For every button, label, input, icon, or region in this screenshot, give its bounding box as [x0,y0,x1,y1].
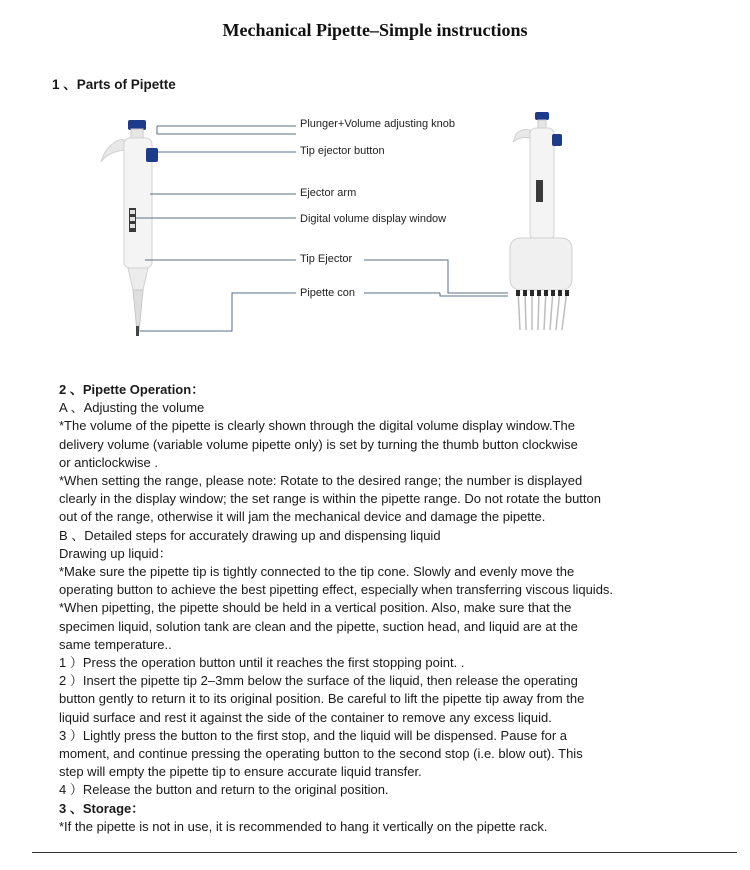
body-line: step will empty the pipette tip to ensure accurate liquid transfer. [59,764,422,780]
instructions-body [59,381,709,836]
body-line: or anticlockwise . [59,454,158,470]
body-line: clearly in the display window; the set range is within the pipette range. Do not rotate the button [59,491,601,507]
label-ejector-arm: Ejector arm [300,187,357,199]
body-line: *The volume of the pipette is clearly shown through the digital volume display window.The [59,418,575,434]
section3-heading: 3 、Storage： [59,800,145,816]
document-title: Mechanical Pipette–Simple instructions [222,20,528,40]
pipette-diagram [0,100,750,375]
section1-heading: 1 、Parts of Pipette [52,77,176,92]
body-line: liquid surface and rest it against the side of the container to remove any excess liquid. [59,709,552,725]
body-line: *When pipetting, the pipette should be held in a vertical position. Also, make sure that the [59,600,572,616]
label-pipette-cone: Pipette con [300,287,356,299]
body-line: 3 ）Lightly press the button to the first stop, and the liquid will be dispensed. Pause for a [59,727,568,743]
body-line: specimen liquid, solution tank are clean and the pipette, suction head, and liquid are at the [59,618,578,634]
body-line: operating button to achieve the best pipetting effect, especially when transferring viscous liquids. [59,582,614,598]
body-line: *When setting the range, please note: Rotate to the desired range; the number is displayed [59,473,583,489]
body-line: moment, and continue pressing the operating button to the second stop (i.e. blow out). This [59,746,583,762]
body-line: button gently to return it to its original position. Be careful to lift the pipette tip away from the [59,691,585,707]
label-display-window: Digital volume display window [300,213,447,225]
label-tip-ejector: Tip Ejector [300,253,353,265]
body-line: A 、Adjusting the volume [59,400,205,416]
label-plunger: Plunger+Volume adjusting knob [300,118,456,130]
multi-channel-pipette [510,112,572,330]
body-line: same temperature.. [59,636,172,652]
footer-divider [32,852,737,853]
body-line: 1 ）Press the operation button until it reaches the first stopping point. . [59,655,465,671]
body-line: *If the pipette is not in use, it is recommended to hang it vertically on the pipette rack. [59,818,548,834]
body-line: 4 ）Release the button and return to the original position. [59,782,389,798]
body-line: Drawing up liquid： [59,545,172,561]
body-line: 2 ）Insert the pipette tip 2–3mm below the surface of the liquid, then release the operating [59,673,578,689]
body-line: delivery volume (variable volume pipette only) is set by turning the thumb button clockwise [59,436,578,452]
section2-heading: 2 、Pipette Operation： [59,382,205,397]
label-tip-ejector-button: Tip ejector button [300,145,385,157]
body-line: out of the range, otherwise it will jam the mechanical device and damage the pipette. [59,509,546,525]
pipette-illustration [0,100,750,375]
body-line: *Make sure the pipette tip is tightly connected to the tip cone. Slowly and evenly move the [59,564,575,580]
body-line: B 、Detailed steps for accurately drawing up and dispensing liquid [59,527,441,543]
single-channel-pipette [101,120,158,336]
